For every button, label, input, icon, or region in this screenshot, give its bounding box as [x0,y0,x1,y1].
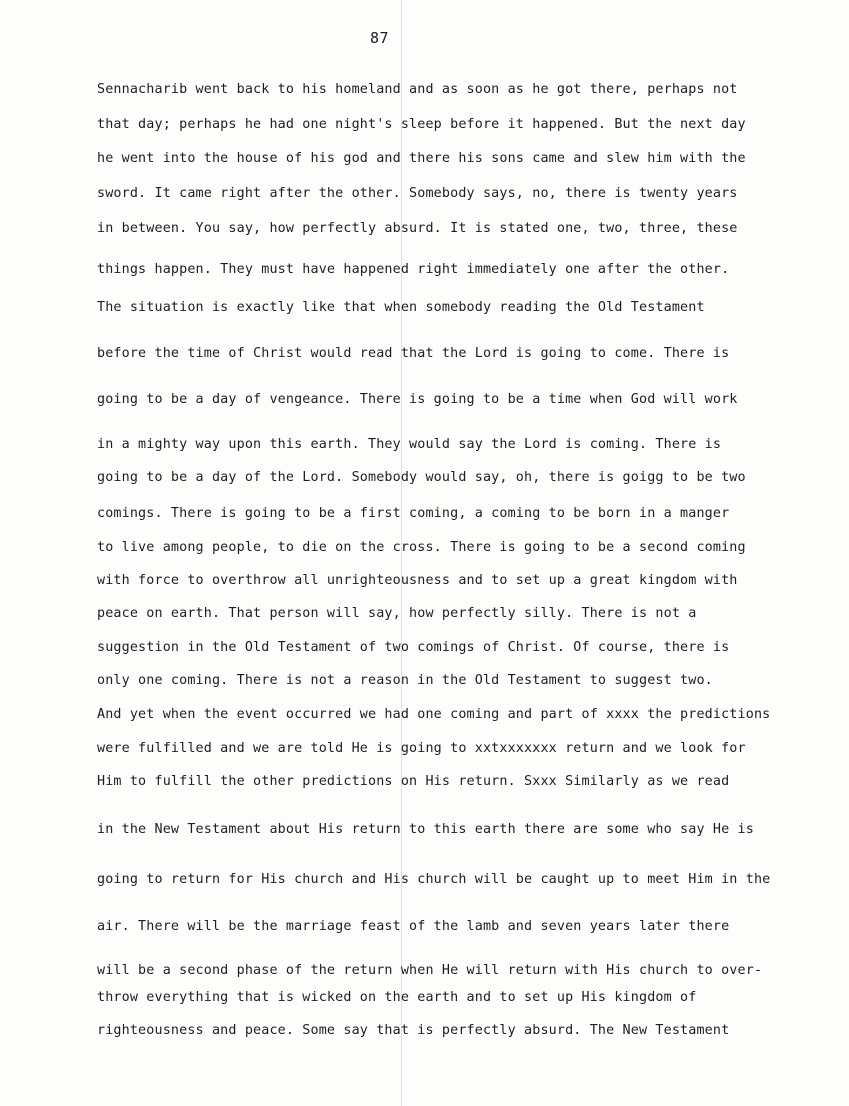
text-line: in between. You say, how perfectly absurd. It is stated one, two, three, these [97,221,738,236]
text-line: going to return for His church and His church will be caught up to meet Him in the [97,872,771,887]
text-line: Him to fulfill the other predictions on His return. Sxxx Similarly as we read [97,774,730,789]
text-line: to live among people, to die on the cross. There is going to be a second coming [97,540,746,555]
page-number: 87 [370,29,390,47]
text-line: suggestion in the Old Testament of two comings of Christ. Of course, there is [97,640,730,655]
text-line: righteousness and peace. Some say that is perfectly absurd. The New Testament [97,1023,730,1038]
text-line: peace on earth. That person will say, how perfectly silly. There is not a [97,606,697,621]
text-line: comings. There is going to be a first coming, a coming to be born in a manger [97,506,730,521]
text-line: will be a second phase of the return when He will return with His church to over- [97,963,763,978]
text-line: going to be a day of vengeance. There is going to be a time when God will work [97,392,738,407]
text-line: And yet when the event occurred we had one coming and part of xxxx the predictions [97,707,771,722]
text-line: in the New Testament about His return to this earth there are some who say He is [97,822,754,837]
text-line: air. There will be the marriage feast of the lamb and seven years later there [97,919,730,934]
text-line: only one coming. There is not a reason in the Old Testament to suggest two. [97,673,713,688]
text-line: throw everything that is wicked on the earth and to set up His kingdom of [97,990,697,1005]
text-line: with force to overthrow all unrighteousness and to set up a great kingdom with [97,573,738,588]
text-line: things happen. They must have happened right immediately one after the other. [97,262,730,277]
text-line: in a mighty way upon this earth. They would say the Lord is coming. There is [97,437,722,452]
text-line: he went into the house of his god and there his sons came and slew him with the [97,151,746,166]
text-line: going to be a day of the Lord. Somebody would say, oh, there is goigg to be two [97,470,746,485]
text-line: Sennacharib went back to his homeland and as soon as he got there, perhaps not [97,82,738,97]
text-line: were fulfilled and we are told He is going to xxtxxxxxxx return and we look for [97,741,746,756]
text-line: before the time of Christ would read that the Lord is going to come. There is [97,346,730,361]
text-line: that day; perhaps he had one night's sleep before it happened. But the next day [97,117,746,132]
text-line: The situation is exactly like that when somebody reading the Old Testament [97,300,705,315]
text-line: sword. It came right after the other. Somebody says, no, there is twenty years [97,186,738,201]
